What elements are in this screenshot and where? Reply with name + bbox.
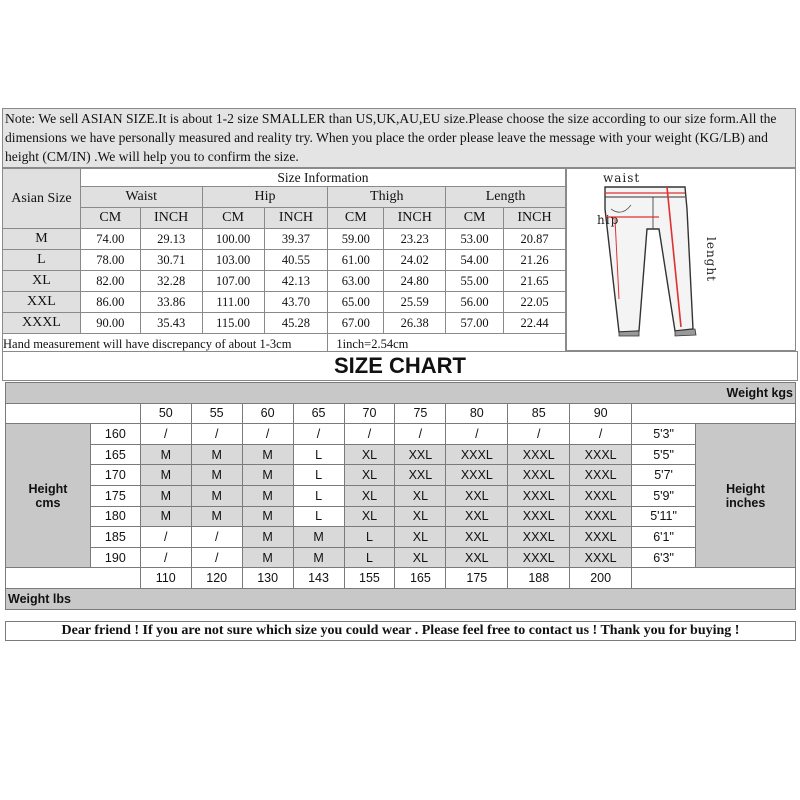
measurement-cell: 26.38 (384, 313, 446, 334)
group-header-waist: Waist (80, 187, 202, 208)
measurement-cell: 29.13 (140, 229, 202, 250)
weight-kg-row (6, 403, 796, 424)
measurement-cell: 90.00 (80, 313, 140, 334)
size-cell: XXXL (570, 465, 632, 486)
measurement-cell: 67.00 (328, 313, 384, 334)
blank-cell (632, 403, 796, 424)
height-cm-cell: 170 (90, 465, 140, 486)
height-inches-label-line1: Height (726, 481, 765, 496)
size-cell: XXL (446, 527, 508, 548)
measurement-cell: 20.87 (504, 229, 566, 250)
size-row (3, 250, 566, 271)
size-guide (2, 103, 798, 642)
size-cell: XXXL (508, 485, 570, 506)
size-cell: XXXL (446, 465, 508, 486)
contact-message: Dear friend ! If you are not sure which size you could wear . Please feel free to contact us ! Thank you for buying ! (5, 621, 796, 641)
asian-size-header: Asian Size (3, 169, 81, 229)
measurement-cell: 61.00 (328, 250, 384, 271)
height-inches-label (696, 424, 796, 568)
size-cell: / (191, 424, 242, 445)
size-chart-table (5, 382, 796, 610)
measurement-cell: 22.44 (504, 313, 566, 334)
size-cell: / (570, 424, 632, 445)
measurement-cell: 54.00 (446, 250, 504, 271)
pants-icon (567, 169, 795, 350)
weight-lbs-cell: 188 (508, 568, 570, 589)
measurement-cell: 23.23 (384, 229, 446, 250)
blank-cell (6, 568, 141, 589)
size-cell: XXL (446, 506, 508, 527)
weight-kg-cell: 80 (446, 403, 508, 424)
height-inch-cell: 5'11" (632, 506, 696, 527)
size-cell: L (344, 547, 395, 568)
size-cell: XL (395, 527, 446, 548)
weight-kg-cell: 60 (242, 403, 293, 424)
measurement-cell: 25.59 (384, 292, 446, 313)
unit-header: CM (80, 208, 140, 229)
size-cell: M (242, 465, 293, 486)
inch-conversion-note: 1inch=2.54cm (328, 334, 566, 355)
unit-header: INCH (264, 208, 328, 229)
group-header-length: Length (446, 187, 566, 208)
measurement-cell: 65.00 (328, 292, 384, 313)
height-row (6, 465, 796, 486)
size-cell: XXXL (570, 527, 632, 548)
size-cell: M (242, 547, 293, 568)
size-label: XL (3, 271, 81, 292)
size-cell: XL (395, 485, 446, 506)
size-cell: L (293, 444, 344, 465)
size-cell: L (293, 485, 344, 506)
weight-lbs-cell: 200 (570, 568, 632, 589)
weight-kgs-label: Weight kgs (6, 383, 796, 404)
unit-header: CM (446, 208, 504, 229)
size-cell: XXXL (508, 547, 570, 568)
weight-kg-cell: 65 (293, 403, 344, 424)
measurement-cell: 56.00 (446, 292, 504, 313)
size-cell: XXXL (446, 444, 508, 465)
size-cell: XL (395, 506, 446, 527)
measurement-cell: 86.00 (80, 292, 140, 313)
height-row (6, 527, 796, 548)
measurement-cell: 35.43 (140, 313, 202, 334)
measurement-cell: 22.05 (504, 292, 566, 313)
blank-cell (632, 568, 796, 589)
size-cell: M (242, 506, 293, 527)
group-header-thigh: Thigh (328, 187, 446, 208)
measurement-cell: 78.00 (80, 250, 140, 271)
size-cell: / (242, 424, 293, 445)
measurement-cell: 40.55 (264, 250, 328, 271)
size-cell: M (191, 506, 242, 527)
size-information-title: Size Information (80, 169, 565, 187)
weight-lbs-cell: 120 (191, 568, 242, 589)
measurement-cell: 115.00 (202, 313, 264, 334)
size-cell: M (140, 444, 191, 465)
size-cell: M (242, 527, 293, 548)
size-chart-title: SIZE CHART (2, 351, 798, 381)
size-cell: L (293, 506, 344, 527)
size-cell: M (242, 444, 293, 465)
height-row (6, 424, 796, 445)
height-cms-label (6, 424, 91, 568)
height-row (6, 444, 796, 465)
size-cell: L (344, 527, 395, 548)
size-cell: / (344, 424, 395, 445)
size-cell: / (140, 424, 191, 445)
size-information-table (2, 168, 566, 355)
height-cm-cell: 175 (90, 485, 140, 506)
measurement-cell: 53.00 (446, 229, 504, 250)
size-cell: L (293, 465, 344, 486)
size-label: M (3, 229, 81, 250)
height-inches-label-line2: inches (725, 495, 766, 510)
weight-kg-cell: 90 (570, 403, 632, 424)
size-cell: XL (395, 547, 446, 568)
weight-kg-cell: 55 (191, 403, 242, 424)
height-inch-cell: 6'3" (632, 547, 696, 568)
size-cell: XXL (395, 465, 446, 486)
size-cell: M (140, 485, 191, 506)
measurement-cell: 107.00 (202, 271, 264, 292)
measure-group-row (3, 187, 566, 208)
weight-lbs-cell: 110 (140, 568, 191, 589)
weight-lbs-cell: 175 (446, 568, 508, 589)
measurement-cell: 21.26 (504, 250, 566, 271)
size-cell: M (140, 465, 191, 486)
weight-kg-cell: 50 (140, 403, 191, 424)
measurement-cell: 32.28 (140, 271, 202, 292)
size-cell: / (140, 547, 191, 568)
measurement-cell: 63.00 (328, 271, 384, 292)
measurement-cell: 33.86 (140, 292, 202, 313)
measurement-cell: 45.28 (264, 313, 328, 334)
measurement-cell: 74.00 (80, 229, 140, 250)
size-cell: M (293, 527, 344, 548)
height-cm-cell: 165 (90, 444, 140, 465)
height-inch-cell: 5'5" (632, 444, 696, 465)
size-cell: XL (344, 485, 395, 506)
weight-lbs-cell: 155 (344, 568, 395, 589)
size-label: L (3, 250, 81, 271)
size-cell: M (191, 485, 242, 506)
size-cell: XL (344, 506, 395, 527)
size-label: XXL (3, 292, 81, 313)
size-cell: / (140, 527, 191, 548)
height-row (6, 547, 796, 568)
unit-header: CM (328, 208, 384, 229)
height-cm-cell: 160 (90, 424, 140, 445)
size-cell: M (191, 465, 242, 486)
size-cell: / (293, 424, 344, 445)
waist-label: waist (603, 171, 641, 185)
size-cell: XXL (395, 444, 446, 465)
measurement-cell: 43.70 (264, 292, 328, 313)
height-inch-cell: 5'7' (632, 465, 696, 486)
weight-lbs-label: Weight lbs (6, 588, 796, 609)
size-cell: / (508, 424, 570, 445)
size-cell: XXL (446, 547, 508, 568)
size-cell: M (191, 444, 242, 465)
size-cell: / (191, 527, 242, 548)
weight-kg-cell: 85 (508, 403, 570, 424)
size-row (3, 271, 566, 292)
size-cell: XXXL (570, 485, 632, 506)
size-row (3, 313, 566, 334)
blank-cell (6, 403, 141, 424)
size-cell: XXXL (508, 444, 570, 465)
size-cell: XL (344, 444, 395, 465)
size-cell: XXXL (508, 465, 570, 486)
group-header-hip: Hip (202, 187, 328, 208)
pants-measurement-diagram (566, 168, 796, 351)
height-row (6, 485, 796, 506)
height-cm-cell: 190 (90, 547, 140, 568)
size-cell: XL (344, 465, 395, 486)
size-cell: XXXL (570, 547, 632, 568)
note-text: Note: We sell ASIAN SIZE.It is about 1-2 size SMALLER than US,UK,AU,EU size.Please choose the size according to our size form.All the dimensions we have personally measured and reality try. When you place the order please leave the message with your weight (KG/LB) and height (CM/IN) .We will help you to confirm the size. (2, 108, 796, 168)
height-cms-label-line2: cms (35, 495, 61, 510)
size-cell: XXXL (508, 506, 570, 527)
size-cell: / (446, 424, 508, 445)
weight-kg-cell: 70 (344, 403, 395, 424)
weight-lbs-row (6, 568, 796, 589)
measurement-cell: 24.80 (384, 271, 446, 292)
size-cell: XXXL (570, 444, 632, 465)
unit-header: CM (202, 208, 264, 229)
size-cell: XXXL (508, 527, 570, 548)
measurement-cell: 21.65 (504, 271, 566, 292)
measurement-cell: 24.02 (384, 250, 446, 271)
height-inch-cell: 5'9" (632, 485, 696, 506)
measurement-cell: 111.00 (202, 292, 264, 313)
unit-header: INCH (384, 208, 446, 229)
measurement-cell: 57.00 (446, 313, 504, 334)
unit-header: INCH (504, 208, 566, 229)
height-cm-cell: 185 (90, 527, 140, 548)
size-cell: XXL (446, 485, 508, 506)
height-inch-cell: 6'1" (632, 527, 696, 548)
height-cms-label-line1: Height (28, 481, 68, 496)
measurement-cell: 42.13 (264, 271, 328, 292)
size-cell: M (140, 506, 191, 527)
measurement-cell: 30.71 (140, 250, 202, 271)
size-row (3, 229, 566, 250)
size-cell: / (395, 424, 446, 445)
weight-kg-cell: 75 (395, 403, 446, 424)
measurement-cell: 103.00 (202, 250, 264, 271)
size-row (3, 292, 566, 313)
size-cell: M (242, 485, 293, 506)
unit-row (3, 208, 566, 229)
height-inch-cell: 5'3" (632, 424, 696, 445)
measurement-cell: 82.00 (80, 271, 140, 292)
measurement-cell: 59.00 (328, 229, 384, 250)
length-label: lenght (704, 237, 718, 282)
weight-lbs-cell: 143 (293, 568, 344, 589)
measurement-cell: 39.37 (264, 229, 328, 250)
height-row (6, 506, 796, 527)
weight-lbs-cell: 130 (242, 568, 293, 589)
weight-lbs-cell: 165 (395, 568, 446, 589)
hip-label: hip (597, 213, 620, 227)
unit-header: INCH (140, 208, 202, 229)
measurement-disclaimer: Hand measurement will have discrepancy of about 1-3cm (3, 334, 328, 355)
measurement-cell: 55.00 (446, 271, 504, 292)
size-cell: / (191, 547, 242, 568)
size-label: XXXL (3, 313, 81, 334)
height-cm-cell: 180 (90, 506, 140, 527)
measurement-cell: 100.00 (202, 229, 264, 250)
size-cell: M (293, 547, 344, 568)
size-cell: XXXL (570, 506, 632, 527)
